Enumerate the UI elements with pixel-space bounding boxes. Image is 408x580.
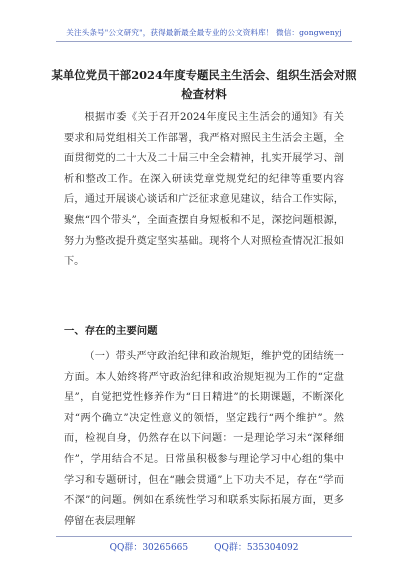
footer-divider [56,536,352,537]
intro-paragraph: 根据市委《关于召开2024年度民主生活会的通知》有关要求和局党组相关工作部署，我严格对照民主生活会主题，全面贯彻党的二十大及二十届三中全会精神，扎实开展学习、剖析和整改工作。在深入研读党章党规党纪的纪律等重要内容后，通过开展谈心谈话和广泛征求意见建议，结合工作实际，聚焦“四个带头”，全面查摆自身短板和不足，深挖问题根源，努力为整改提升奠定坚实基础。现将个人对照检查情况汇报如下。 [64,112,344,268]
header-note: 关注头条号"公文研究"，获得最新最全最专业的公文资料库！ 微信：gongwenyj [66,28,342,37]
footer-qq-group-1: QQ群：30265665 [109,543,189,553]
footer [0,540,408,553]
header-divider [56,41,352,42]
document-title: 某单位党员干部2024年度专题民主生活会、组织生活会对照检查材料 [51,68,357,101]
section-paragraph: （一）带头严守政治纪律和政治规矩，维护党的团结统一方面。本人始终将严守政治纪律和政治规矩视为工作的“定盘星”，自觉把党性修养作为“日日精进”的长期课题，不断深化对“两个确立”决定性意义的领悟，坚定践行“两个维护”。然而，检视自身，仍然存在以下问题：一是理论学习未“深释细作”，学用结合不足。日常虽积极参与理论学习中心组的集中学习和专题研讨，但在“融会贯通”上下功夫不足，存在“学而不深”的问题。例如在系统性学习和联系实际拓展方面，更多停留在表层理解 [64,351,344,527]
footer-qq-group-2: QQ群：535304092 [214,543,299,553]
section-heading: 一、存在的主要问题 [64,325,158,337]
